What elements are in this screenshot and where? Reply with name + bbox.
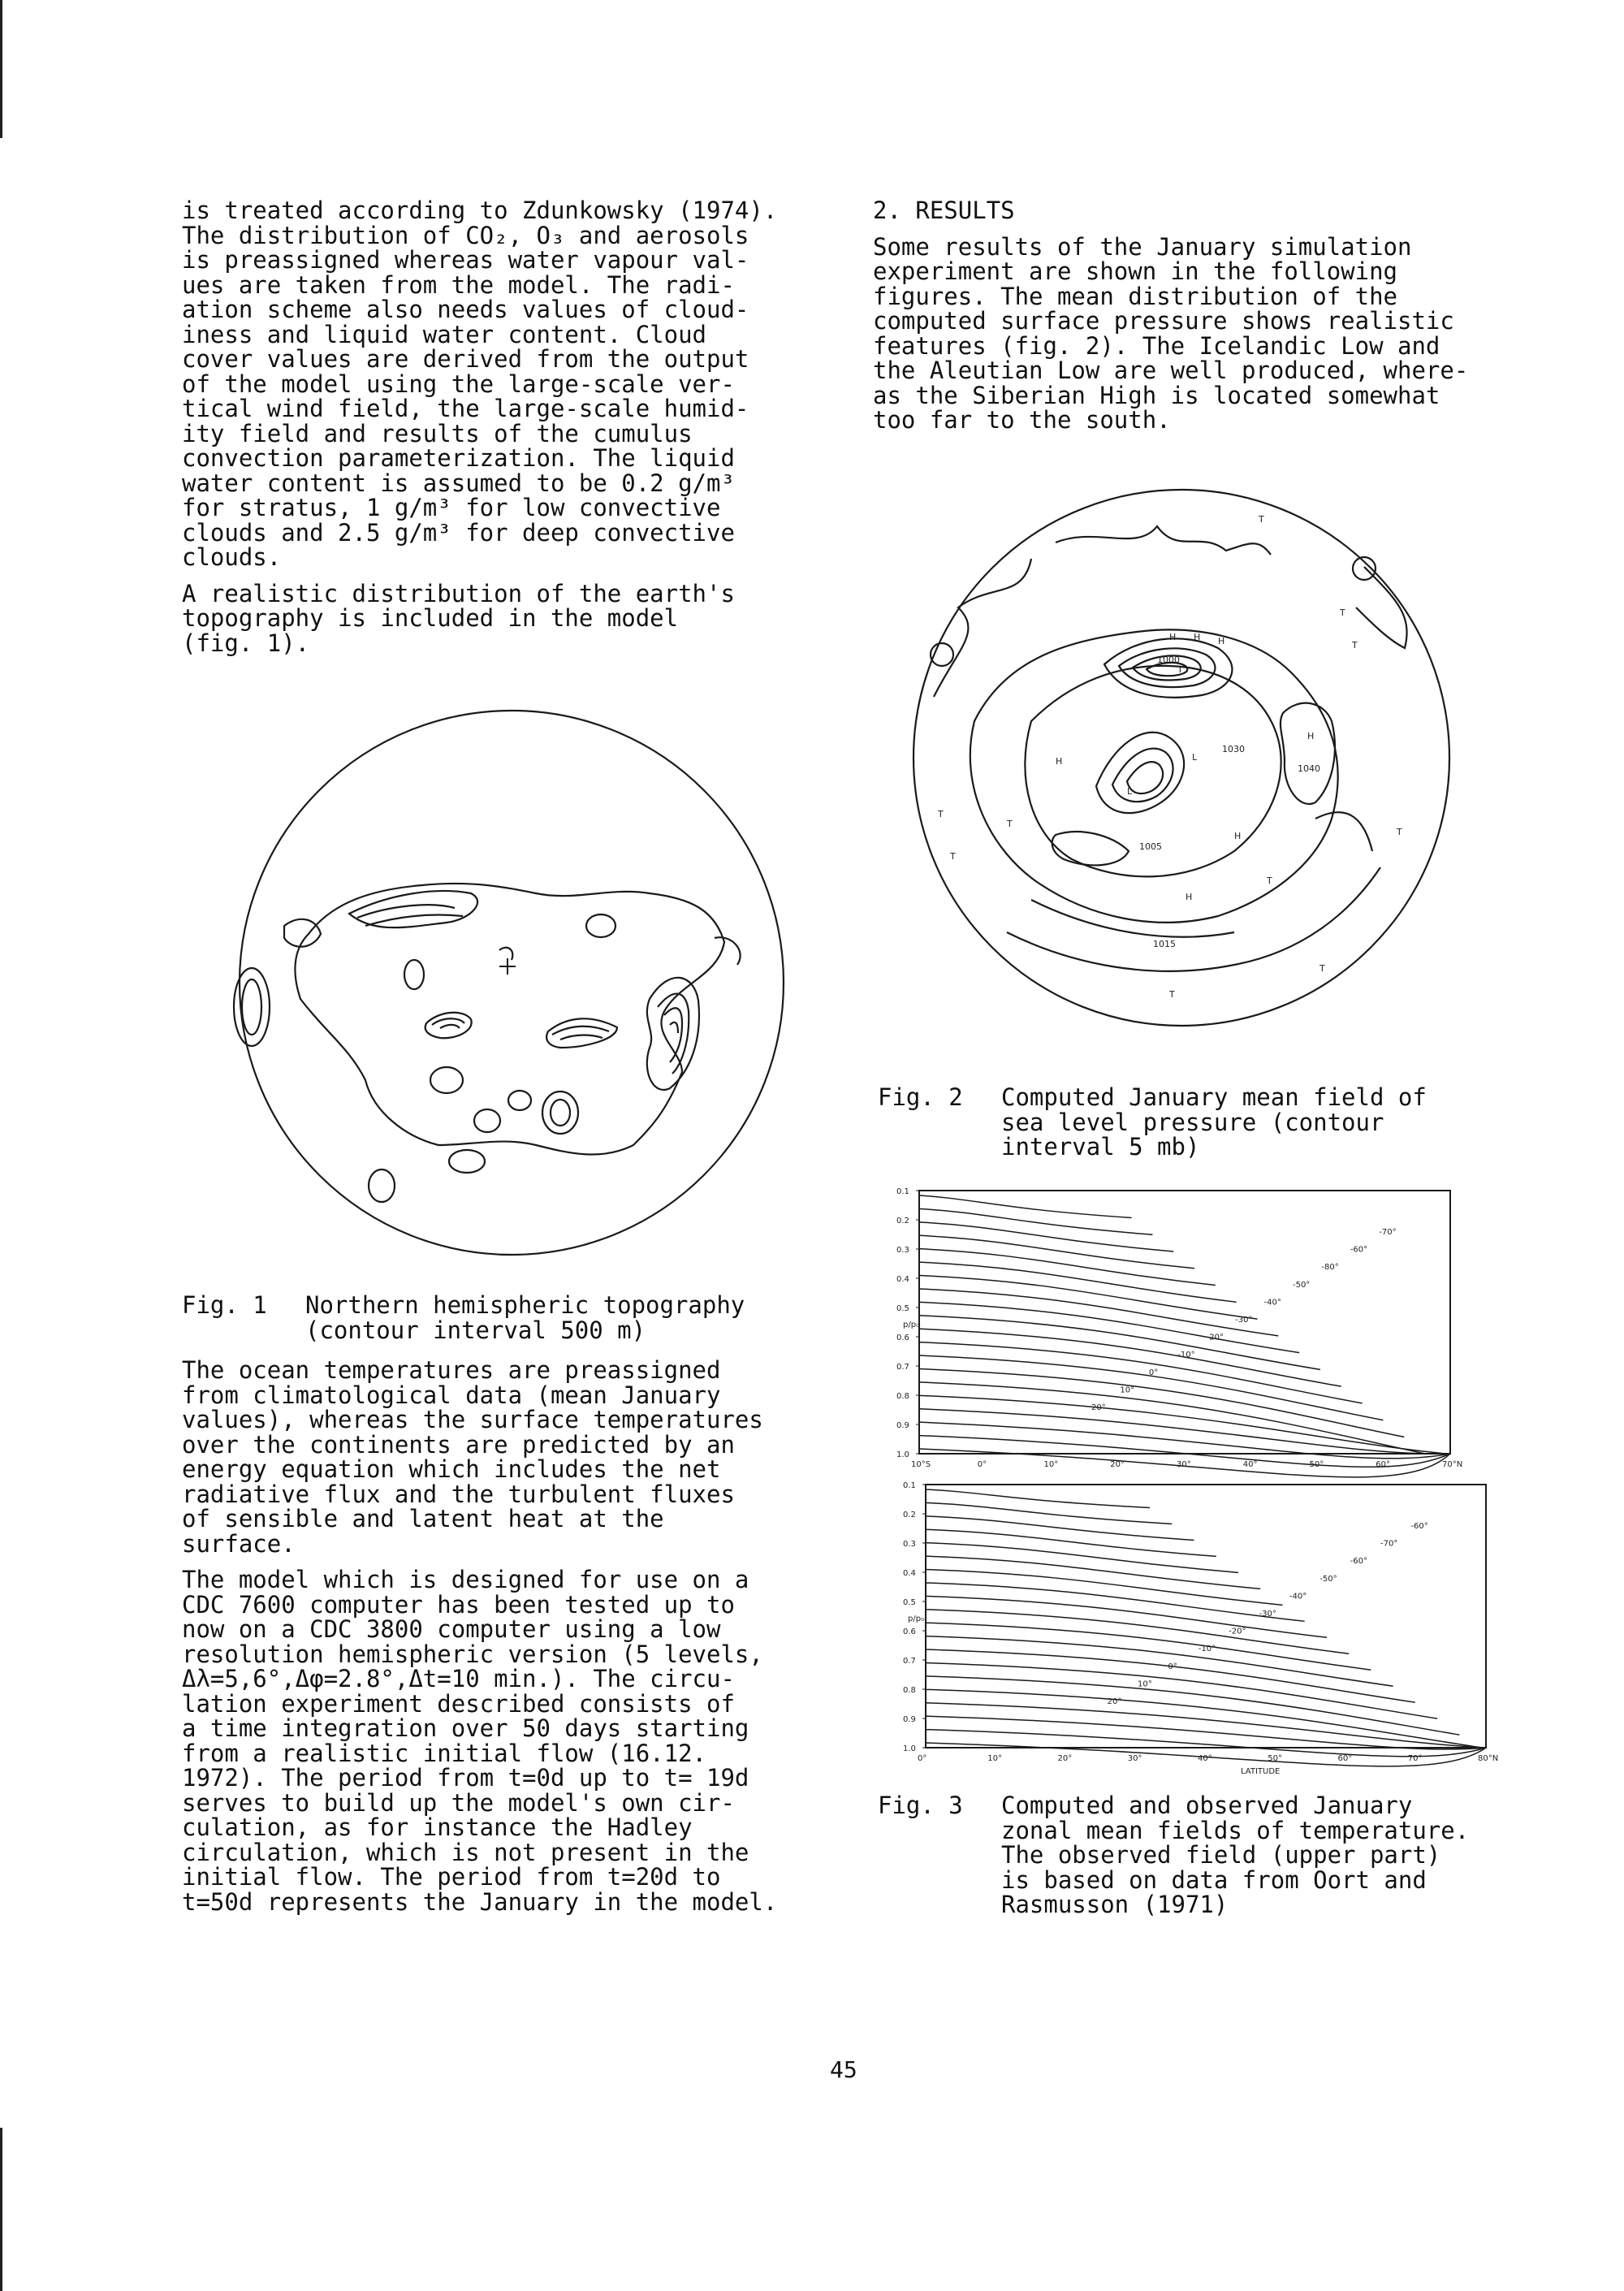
x-tick-label: 0° (918, 1754, 927, 1763)
section-heading-results: 2. RESULTS (873, 197, 1015, 224)
fig2-high-label: H (1218, 636, 1225, 646)
isotherm-line (926, 1623, 1371, 1670)
fig2-isobar-label: 1000 (1157, 655, 1180, 665)
fig2-high-label: H (1307, 731, 1315, 741)
fig2-isobar-label: 1005 (1139, 841, 1162, 852)
y-tick-label: 0.5 (896, 1304, 909, 1313)
x-tick-label: 60° (1376, 1460, 1390, 1469)
x-tick-label: 10° (987, 1754, 1002, 1763)
isotherm-line (919, 1316, 1320, 1370)
fig2-low-label: T (1169, 989, 1175, 1000)
figure-2-caption-line-1: Computed January mean field of (1001, 1083, 1427, 1111)
figure-1-label: Fig. 1 (182, 1291, 267, 1319)
right-paragraph-1: Some results of the January simulation experiment are shown in the following figures. The mean distribution of the computed surface pressure shows realistic features (fig. 2). The Icelandic Low and the Aleutian Low are well produced, where- as the Siberian High is located somewhat too far to the south. (873, 232, 1469, 434)
y-tick-label: 0.8 (903, 1686, 916, 1695)
isotherm-line (926, 1649, 1415, 1702)
isotherm-label: 20° (1107, 1697, 1122, 1706)
fig2-high-label: H (1056, 756, 1063, 767)
fig2-low-label: T (950, 851, 956, 862)
figure-1-caption (182, 1293, 823, 1345)
x-tick-label: 0° (977, 1460, 987, 1469)
computed-xlabel: LATITUDE (1241, 1767, 1281, 1776)
fig2-low-label: T (1352, 640, 1358, 651)
isotherm-label: 10° (1138, 1679, 1152, 1689)
fig2-high-label: H (1169, 632, 1177, 642)
left-paragraph-1: is treated according to Zdunkowsky (1974). The distribution of CO₂, O₃ and aerosols is preassigned whereas water vapour val- ues are taken from the model. The radi- ation scheme also needs values of cloud- iness and liquid water content. Cloud cover values are derived from the output of the model using the large-scale ver- tical wind field, the large-scale humid- ity field and results of the cumulus convection parameterization. The liquid water content is assumed to be 0.2 g/m³ for stratus, 1 g/m³ for low convective clouds and 2.5 g/m³ for deep convective clouds. (182, 197, 778, 571)
isotherm-label: -40° (1263, 1298, 1281, 1308)
left-paragraph-3: The ocean temperatures are preassigned from climatological data (mean January values), whereas the surface temperatures over the continents are predicted by an energy equation which includes the net radiative flux and the turbulent fluxes of sensible and latent heat at the surface. (182, 1356, 763, 1558)
left-column-lower (182, 1358, 823, 1926)
y-tick-label: 0.2 (896, 1217, 909, 1225)
x-tick-label: 40° (1198, 1754, 1212, 1763)
figure-2-caption (878, 1085, 1527, 1163)
isotherm-label: -70° (1379, 1228, 1397, 1237)
fig2-high-label: H (1234, 831, 1242, 841)
fig2-low-label: T (1177, 664, 1183, 675)
y-tick-label: 0.8 (896, 1392, 909, 1401)
isotherm-line (919, 1222, 1173, 1251)
isotherm-line (919, 1276, 1257, 1320)
right-column (873, 198, 1522, 444)
figure-1-topography-map (227, 707, 796, 1267)
isotherm-label: 10° (1120, 1385, 1135, 1395)
fig2-low-label: T (938, 809, 944, 819)
figure-3-zonal-temperature-charts (893, 1176, 1527, 1777)
observed-ylabel: p/p₀ (903, 1321, 920, 1329)
isotherm-line (926, 1730, 1486, 1757)
isotherm-line (919, 1329, 1341, 1386)
x-tick-label: 70° (1407, 1754, 1423, 1763)
y-tick-label: 0.7 (896, 1363, 909, 1372)
left-paragraph-4: The model which is designed for use on a CDC 7600 computer has been tested up to now on a CDC 3800 computer using a low resolution hemispheric version (5 levels, Δλ=5,6°,Δφ=2.8°,Δt=10 min.). The circu- lation experiment described consists of a time integration over 50 days starting from a realistic initial flow (16.12. 1972). The period from t=0d up to t= 19d serves to build up the model's own cir- culation, as for instance the Hadley circulation, which is not present in the initial flow. The period from t=20d to t=50d represents the January in the model. (182, 1566, 778, 1916)
fig2-low-label: L (1127, 786, 1133, 797)
x-tick-label: 70°N (1442, 1460, 1463, 1469)
isotherm-label: 0° (1148, 1368, 1159, 1377)
y-tick-label: 0.1 (903, 1481, 916, 1490)
isotherm-line (926, 1570, 1282, 1606)
fig2-high-label: H (1186, 892, 1193, 902)
isotherm-label: -60° (1410, 1522, 1428, 1531)
y-tick-label: 0.9 (896, 1421, 909, 1430)
figure-3-caption-line-3: The observed field (upper part) (1001, 1841, 1441, 1869)
figure-3-caption-line-5: Rasmusson (1971) (1001, 1891, 1229, 1918)
isotherm-line (926, 1662, 1437, 1718)
fig2-low-label: T (1267, 875, 1272, 886)
x-tick-label: 30° (1177, 1460, 1191, 1469)
fig2-isobar-label: 1015 (1153, 939, 1176, 949)
y-tick-label: 0.7 (903, 1657, 916, 1666)
fig2-isobar-label: 1040 (1298, 763, 1320, 774)
isotherm-line (919, 1382, 1425, 1454)
y-tick-label: 0.6 (903, 1627, 916, 1636)
isotherm-line (919, 1249, 1216, 1286)
figure-3-caption (878, 1793, 1544, 1923)
isotherm-line (919, 1208, 1152, 1234)
y-tick-label: 1.0 (896, 1450, 909, 1459)
isotherm-line (926, 1516, 1194, 1541)
isotherm-line (926, 1502, 1172, 1524)
figure-3-caption-line-4: is based on data from Oort and (1001, 1865, 1427, 1894)
figure-3-caption-line-2: zonal mean fields of temperature. (1001, 1816, 1470, 1844)
isotherm-label: -60° (1350, 1245, 1368, 1255)
isotherm-label: -10° (1177, 1351, 1195, 1360)
y-tick-label: 0.1 (896, 1187, 909, 1196)
left-paragraph-2: A realistic distribution of the earth's topography is included in the model (fig. 1). (182, 579, 735, 657)
isotherm-line (919, 1395, 1446, 1454)
isotherm-label: -30° (1235, 1316, 1253, 1325)
x-tick-label: 10° (1043, 1460, 1059, 1469)
fig2-low-label: T (1007, 819, 1013, 829)
y-tick-label: 0.2 (903, 1511, 916, 1519)
x-tick-label: 30° (1127, 1754, 1142, 1763)
fig2-low-label: T (1397, 827, 1402, 837)
x-tick-label: 20° (1110, 1460, 1125, 1469)
fig2-high-label: H (1194, 632, 1201, 642)
isotherm-line (919, 1409, 1450, 1454)
y-tick-label: 0.9 (903, 1715, 916, 1724)
isotherm-line (926, 1689, 1482, 1748)
isotherm-label: -70° (1380, 1539, 1398, 1549)
fig2-low-label: T (1259, 514, 1264, 525)
x-tick-label: 40° (1242, 1460, 1258, 1469)
fig2-isobar-label: 1030 (1222, 744, 1245, 754)
y-tick-label: 0.3 (903, 1540, 916, 1549)
y-tick-label: 0.5 (903, 1598, 916, 1607)
figure-1-caption-line-1: Northern hemispheric topography (305, 1291, 745, 1319)
figure-3-caption-line-1: Computed and observed January (1001, 1792, 1413, 1819)
isotherm-line (926, 1529, 1216, 1556)
isotherm-label: -10° (1198, 1645, 1216, 1654)
isotherm-label: -30° (1259, 1610, 1276, 1619)
figure-2-caption-line-3: interval 5 mb) (1001, 1133, 1200, 1161)
x-tick-label: 80°N (1478, 1754, 1499, 1763)
isotherm-label: -50° (1292, 1280, 1311, 1290)
figure-2-caption-line-2: sea level pressure (contour (1001, 1108, 1384, 1136)
y-tick-label: 0.3 (896, 1246, 909, 1255)
isotherm-label: -60° (1350, 1557, 1368, 1567)
figure-2-pressure-map (909, 478, 1470, 1038)
isotherm-line (926, 1583, 1305, 1621)
observed-panel (896, 1187, 1462, 1477)
fig2-low-label: T (1320, 963, 1325, 974)
y-tick-label: 1.0 (903, 1744, 916, 1753)
figure-1-caption-line-2: (contour interval 500 m) (305, 1316, 646, 1344)
isotherm-line (919, 1289, 1278, 1336)
isotherm-label: 20° (1091, 1403, 1106, 1412)
isotherm-label: -20° (1229, 1627, 1246, 1636)
isotherm-line (926, 1556, 1260, 1589)
y-tick-label: 0.4 (896, 1275, 909, 1284)
computed-ylabel: p/p₀ (908, 1615, 925, 1623)
isotherm-label: -40° (1289, 1592, 1307, 1602)
x-tick-label: 20° (1057, 1754, 1073, 1763)
x-tick-label: 60° (1337, 1754, 1353, 1763)
y-tick-label: 0.4 (903, 1569, 916, 1578)
x-tick-label: 50° (1268, 1754, 1282, 1763)
scan-edge-bottom (0, 2128, 2, 2291)
scan-edge-top (0, 0, 2, 138)
left-column (182, 198, 823, 667)
x-tick-label: 10°S (911, 1460, 931, 1469)
figure-3-label: Fig. 3 (878, 1792, 963, 1819)
x-tick-label: 50° (1309, 1460, 1324, 1469)
isotherm-label: -50° (1320, 1574, 1337, 1584)
y-tick-label: 0.6 (896, 1334, 909, 1342)
figure-2-label: Fig. 2 (878, 1083, 963, 1111)
page-number: 45 (830, 2056, 857, 2083)
isotherm-label: -80° (1321, 1263, 1339, 1273)
isotherm-label: -20° (1206, 1333, 1224, 1342)
fig2-low-label: T (1340, 607, 1345, 618)
isotherm-line (919, 1195, 1132, 1218)
isotherm-line (926, 1610, 1349, 1653)
computed-panel (903, 1481, 1498, 1776)
fig2-low-label: L (1192, 752, 1198, 763)
isotherm-label: 0° (1168, 1662, 1177, 1671)
